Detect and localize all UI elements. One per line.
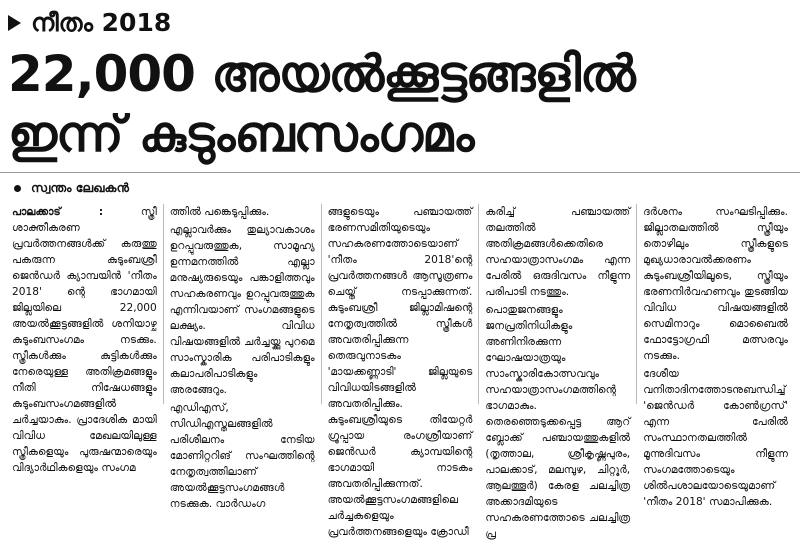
byline — [14, 180, 129, 196]
paragraph: ദർശനം സംഘടിപ്പിക്കും. ജില്ലാതലത്തിൽ സ്ത്രീയും തൊഴിലും സ്ത്രീകളുടെ മുഖ്യധാരാവൽക്കരണം കുടുംബശ്രീയിലൂടെ, സ്ത്രീയും ഭരണനിർവഹണവും തുടങ്ങിയ വിവിധ വിഷയങ്ങളിൽ സെമിനാറും മൊബൈൽ ഫോട്ടോഗ്രഫി മത്സരവും നടക്കും. — [643, 206, 788, 362]
article-column-4 — [478, 204, 636, 540]
triangle-bullet-icon — [8, 15, 21, 31]
paragraph: എല്ലാവർക്കും തുല്യാവകാശം ഉറപ്പുവരുത്തുക, സാമൂഹ്യ ഉന്നമനത്തിൽ എല്ലാ മനുഷ്യരുടെയും പങ്കാളിത്തവും സഹകരണവും ഉറപ്പുവരുത്തുക എന്നിവയാണ് സംഗമങ്ങളുടെ ലക്ഷ്യം. വിവിധ വിഷയങ്ങളിൽ ചർച്ചയ്ക്കു പുറമെ സാംസ്കാരിക പരിപാടികളും കലാപരിപാടികളും അരങ്ങേറും. — [169, 224, 315, 396]
article-column-3 — [321, 204, 479, 538]
article-column-2 — [163, 204, 321, 510]
paragraph: ത്തിൽ പങ്കെടുപ്പിക്കും. — [169, 206, 270, 218]
section-kicker — [8, 6, 171, 40]
kicker-text: നീതം 2018 — [31, 8, 172, 37]
article-column-5 — [636, 204, 794, 508]
headline-line-2: ഇന്ന് കുടുംബസംഗമം — [8, 105, 474, 163]
paragraph: ങ്ങളുടെയും പഞ്ചായത്ത് ഭരണസമിതിയുടെയും സഹകരണത്തോടെയാണ് 'നീതം 2018'ന്റെ പ്രവർത്തനങ്ങൾ ആസൂത്രണം ചെയ്ത് നടപ്പാക്കുന്നത്. കുടുംബശ്രീ ജില്ലാമിഷന്റെ നേതൃത്വത്തിൽ സ്ത്രീകൾ അവതരിപ്പിക്കുന്ന തെരുവുനാടകം 'മായക്കണ്ണാടി' ജില്ലയുടെ വിവിധയിടങ്ങളിൽ അവതരിപ്പിക്കും. കുടുംബശ്രീയുടെ തിയേറ്റർ ഗ്രൂപ്പായ രംഗശ്രീയാണ് ജെൻഡർ ക്യാമ്പയിന്റെ ഭാഗമായി നാടകം അവതരിപ്പിക്കുന്നത്. അയൽക്കൂട്ടസംഗമങ്ങളിലെ ചർച്ചകളെയും പ്രവർത്തനങ്ങളെയും ക്രോഡീ — [327, 206, 473, 538]
article-column-1 — [8, 204, 163, 474]
bullet-dot-icon — [14, 185, 21, 192]
article-body — [8, 204, 794, 540]
dateline: പാലക്കാട് : — [12, 206, 104, 218]
paragraph: പാലക്കാട് : സ്ത്രീ ശാക്തീകരണ പ്രവർത്തനങ്ങൾക്ക് കരുത്തു പകരുന്ന കുടുംബശ്രീ ജെൻഡർ ക്യാമ്പയിൻ 'നീതം 2018' ന്റെ ഭാഗമായി ജില്ലയിലെ 22,000 അയൽക്കൂട്ടങ്ങളിൽ ശനിയാഴ്ച കുടുംബസംഗമം നടക്കും. സ്ത്രീകൾക്കും കുട്ടികൾക്കും നേരെയുള്ള അതിക്രമങ്ങളും നീതി നിഷേധങ്ങളും കുടുംബസംഗമങ്ങളിൽ ചർച്ചയാകും. പ്രാദേശിക മായി വിവിധ മേഖലയിലുള്ള സ്ത്രീകളെയും പുരുഷന്മാരെയും വിദ്യാർഥികളെയും സംഗമ — [12, 206, 157, 474]
paragraph: ദേശീയ വനിതാദിനത്തോടനുബന്ധിച്ച് 'ജെൻഡർ കോൺഗ്രസ്' എന്ന പേരിൽ സംസ്ഥാനതലത്തിൽ മൂന്നുദിവസം നീളുന്ന സംഗമത്തോടെയും ശിൽപശാലയോടെയുമാണ് 'നീതം 2018' സമാപിക്കുക. — [643, 368, 788, 508]
divider — [0, 172, 800, 173]
headline — [8, 44, 792, 164]
paragraph: കരിച്ച് പഞ്ചായത്ത് തലത്തിൽ അതിക്രമങ്ങൾക്കെതിരെ സഹയാത്രാസംഗമം എന്ന പേരിൽ ഒരുദിവസം നീളുന്ന പരിപാടി നടത്തും. — [485, 206, 631, 298]
headline-line-1: 22,000 അയൽക്കൂട്ടങ്ങളിൽ — [8, 45, 635, 103]
paragraph: എഡിഎസ്, സിഡിഎസ്തലങ്ങളിൽ പരിശീലനം നേടിയ മോണിറ്ററിങ് സംഘത്തിന്റെ നേതൃത്വത്തിലാണ് അയൽക്കൂട്ടസംഗമങ്ങൾ നടക്കുക. വാർഡംഗ — [169, 402, 315, 510]
byline-text: സ്വന്തം ലേഖകൻ — [31, 180, 129, 195]
paragraph: പൊതുജനങ്ങളും ജനപ്രതിനിധികളും അണിനിരക്കുന്ന ഘോഷയാത്രയും സാംസ്കാരികോത്സവവും സഹയാത്രാസംഗമത്തിന്റെ ഭാഗമാകും. തെരഞ്ഞെടുക്കപ്പെട്ട ആറ് ബ്ലോക്ക് പഞ്ചായത്തുകളിൽ (തൃത്താല, ശ്രീകൃഷ്ണപുരം, പാലക്കാട്, മലമ്പുഴ, ചിറ്റൂർ, ആലത്തൂർ) കേരള ചലച്ചിത്ര അക്കാദമിയുടെ സഹകരണത്തോടെ ചലച്ചിത്ര പ്ര — [485, 304, 631, 540]
